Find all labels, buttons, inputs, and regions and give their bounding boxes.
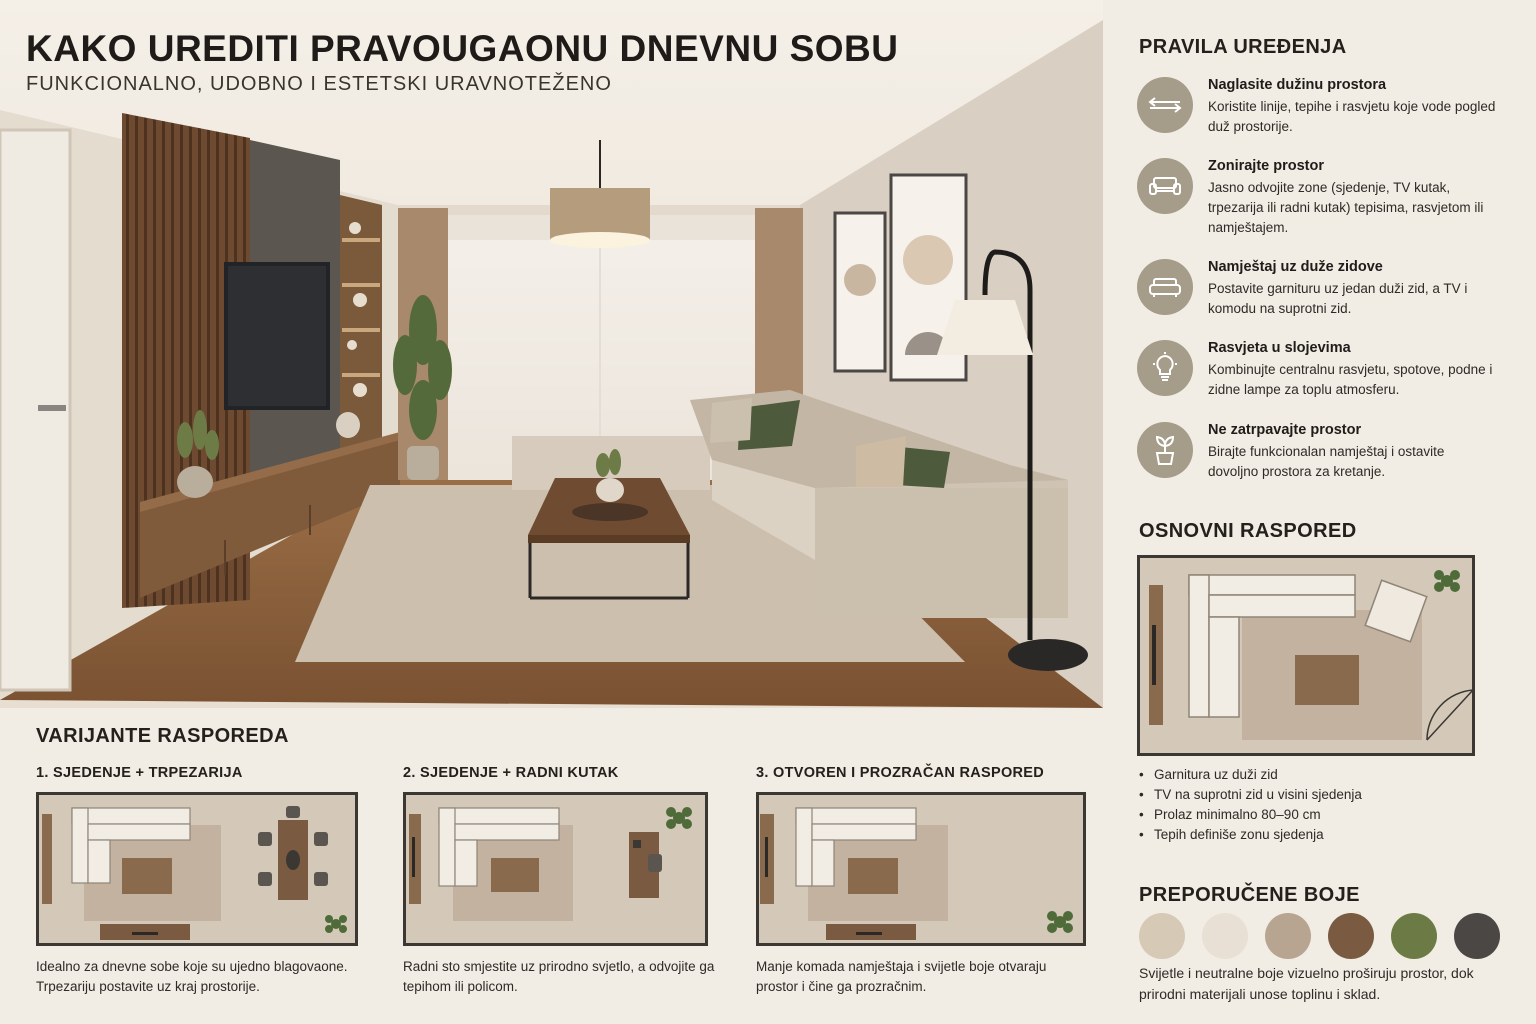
rule-item xyxy=(1137,422,1527,492)
rule-desc: Kombinujte centralnu rasvjetu, spotove, podne i zidne lampe za toplu atmosferu. xyxy=(1208,362,1493,397)
color-swatch xyxy=(1454,913,1500,959)
variant-1-floor-plan xyxy=(36,792,358,946)
right-panel xyxy=(1103,0,1536,1024)
color-swatches xyxy=(1139,913,1509,959)
rule-desc: Postavite garnituru uz jedan duži zid, a TV i komodu na suprotni zid. xyxy=(1208,281,1468,316)
variant-desc: Manje komada namještaja i svijetle boje otvaraju prostor i čine ga prozračnim. xyxy=(756,959,1047,994)
variant-1 xyxy=(36,765,348,994)
rule-desc: Birajte funkcionalan namještaj i ostavite dovoljno prostora za kretanje. xyxy=(1208,444,1445,479)
variant-desc: Idealno za dnevne sobe koje su ujedno blagovaone. Trpezariju postavite uz kraj prostorije. xyxy=(36,959,348,994)
list-item: • Garnitura uz duži zid xyxy=(1139,765,1362,785)
color-swatch xyxy=(1391,913,1437,959)
variant-2-floor-plan xyxy=(403,792,708,946)
color-swatch xyxy=(1265,913,1311,959)
page-title: KAKO UREDITI PRAVOUGAONU DNEVNU SOBU xyxy=(26,28,899,69)
rule-title: Zonirajte prostor xyxy=(1208,158,1325,174)
list-item: • Tepih definiše zonu sjedenja xyxy=(1139,825,1362,845)
variant-desc: Radni sto smjestite uz prirodno svjetlo, a odvojite ga tepihom ili policom. xyxy=(403,959,715,994)
colors-desc: Svijetle i neutralne boje vizuelno proširuju prostor, dok prirodni materijali unose toplinu i sklad. xyxy=(1139,965,1474,1002)
variant-2 xyxy=(403,765,715,994)
page-subtitle: FUNKCIONALNO, UDOBNO I ESTETSKI URAVNOTEŽENO xyxy=(26,73,612,95)
couch-icon xyxy=(1137,259,1193,315)
variant-3-floor-plan xyxy=(756,792,1086,946)
variants-heading: VARIJANTE RASPOREDA xyxy=(36,725,289,747)
living-room-illustration xyxy=(0,0,1103,708)
color-swatch xyxy=(1328,913,1374,959)
variant-title: 1. SJEDENJE + TRPEZARIJA xyxy=(36,765,243,781)
rule-desc: Jasno odvojite zone (sjedenje, TV kutak, trpezarija ili radni kutak) tepisima, rasvjetom ili namještajem. xyxy=(1208,180,1484,235)
variant-title: 2. SJEDENJE + RADNI KUTAK xyxy=(403,765,619,781)
main-floor-plan xyxy=(1137,555,1475,756)
rule-item xyxy=(1137,77,1527,147)
rule-title: Namještaj uz duže zidove xyxy=(1208,259,1383,275)
variant-3 xyxy=(756,765,1047,994)
lightbulb-icon xyxy=(1137,340,1193,396)
color-swatch xyxy=(1139,913,1185,959)
arrows-horizontal-icon xyxy=(1137,77,1193,133)
layout-bullets xyxy=(1139,765,1362,845)
colors-heading: PREPORUČENE BOJE xyxy=(1139,884,1360,906)
rule-item xyxy=(1137,340,1527,410)
list-item: • Prolaz minimalno 80–90 cm xyxy=(1139,805,1362,825)
rule-title: Naglasite dužinu prostora xyxy=(1208,77,1387,93)
rule-item xyxy=(1137,259,1527,329)
list-item: • TV na suprotni zid u visini sjedenja xyxy=(1139,785,1362,805)
variant-title: 3. OTVOREN I PROZRAČAN RASPORED xyxy=(756,765,1045,781)
rules-heading: PRAVILA UREĐENJA xyxy=(1139,36,1347,58)
hero-panel xyxy=(0,0,1103,708)
rule-desc: Koristite linije, tepihe i rasvjetu koje vode pogled duž prostorije. xyxy=(1208,99,1496,134)
layout-heading: OSNOVNI RASPORED xyxy=(1139,520,1357,542)
plant-icon xyxy=(1137,422,1193,478)
color-swatch xyxy=(1202,913,1248,959)
rule-title: Ne zatrpavajte prostor xyxy=(1208,422,1362,438)
rule-item xyxy=(1137,158,1527,235)
sofa-icon xyxy=(1137,158,1193,214)
rule-title: Rasvjeta u slojevima xyxy=(1208,340,1351,356)
